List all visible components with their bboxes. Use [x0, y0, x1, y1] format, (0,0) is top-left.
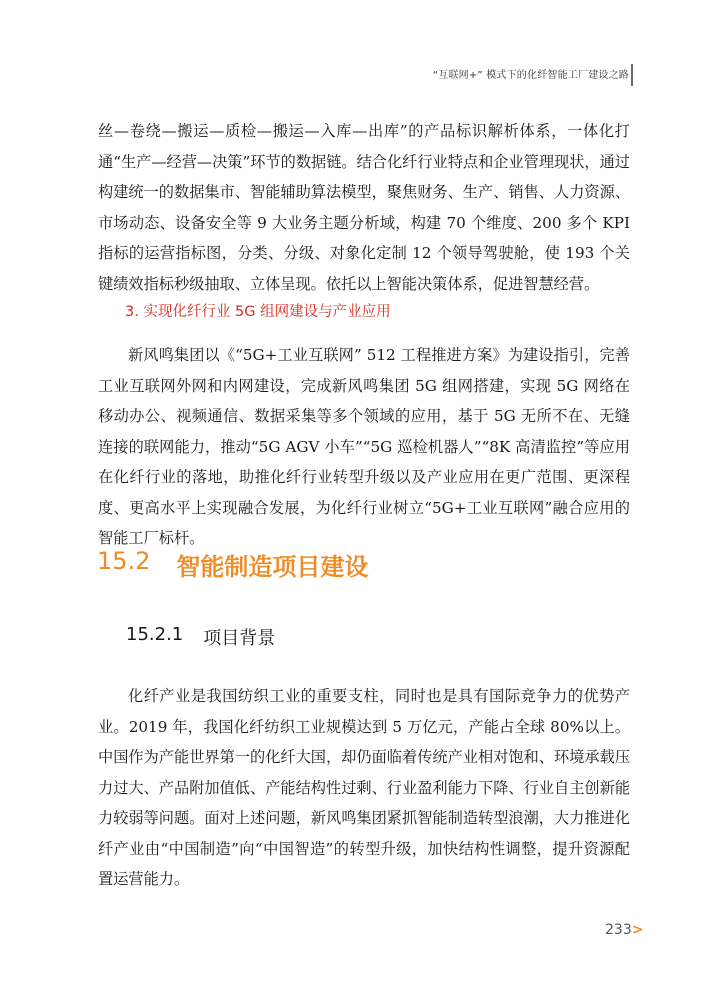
section-heading	[97, 547, 368, 582]
page-number-value: 233	[605, 922, 632, 938]
section-title: 智能制造项目建设	[176, 553, 369, 581]
body-paragraph-2	[98, 340, 630, 554]
paragraph-text: 丝—卷绕—搬运—质检—搬运—入库—出库”的产品标识解析体系，一体化打通“生产—经营—决策”环节的数据链。结合化纤行业特点和企业管理现状，通过构建统一的数据集市、智能辅助算法模型，聚焦财务、生产、销售、人力资源、市场动态、设备安全等 9 大业务主题分析域，构建 70 个维度、200 多个 KPI 指标的运营指标图，分类、分级、对象化定制 12 个领导驾驶舱，使 193 个关键绩效指标秒级抽取、立体呈现。依托以上智能决策体系，促进智慧经营。	[98, 122, 630, 293]
section-number: 15.2	[97, 547, 151, 575]
page-number	[605, 922, 643, 938]
body-paragraph-3	[98, 681, 630, 895]
paragraph-text: 化纤产业是我国纺织工业的重要支柱，同时也是具有国际竞争力的优势产业。2019 年，我国化纤纺织工业规模达到 5 万亿元，产能占全球 80%以上。中国作为产能世界第一的化纤大国，却仍面临着传统产业相对饱和、环境承载压力过大、产品附加值低、产能结构性过剩、行业盈利能力下降、行业自主创新能力较弱等问题。面对上述问题，新风鸣集团紧抓智能制造转型浪潮，大力推进化纤产业由“中国制造”向“中国智造”的转型升级，加快结构性调整，提升资源配置运营能力。	[98, 687, 630, 888]
body-paragraph-1	[98, 116, 630, 299]
numbered-subheading: 3. 实现化纤行业 5G 组网建设与产业应用	[125, 304, 391, 320]
subsection-number: 15.2.1	[126, 624, 184, 645]
paragraph-text: 新风鸣集团以《“5G+工业互联网” 512 工程推进方案》为建设指引，完善工业互联网外网和内网建设，完成新风鸣集团 5G 组网搭建，实现 5G 网络在移动办公、视频通信、数据采集等多个领域的应用，基于 5G 无所不在、无缝连接的联网能力，推动“5G AGV 小车”“5G 巡检机器人”“8K 高清监控”等应用在化纤行业的落地，助推化纤行业转型升级以及产业应用在更广范围、更深程度、更高水平上实现融合发展，为化纤行业树立“5G+工业互联网”融合应用的智能工厂标杆。	[98, 346, 630, 547]
subsection-title: 项目背景	[203, 628, 276, 649]
header-divider-bar	[631, 64, 633, 86]
chevron-right-icon: >	[631, 922, 644, 938]
running-header-title: “互联网+” 模式下的化纤智能工厂建设之路	[432, 70, 629, 81]
subsection-heading	[126, 624, 275, 650]
